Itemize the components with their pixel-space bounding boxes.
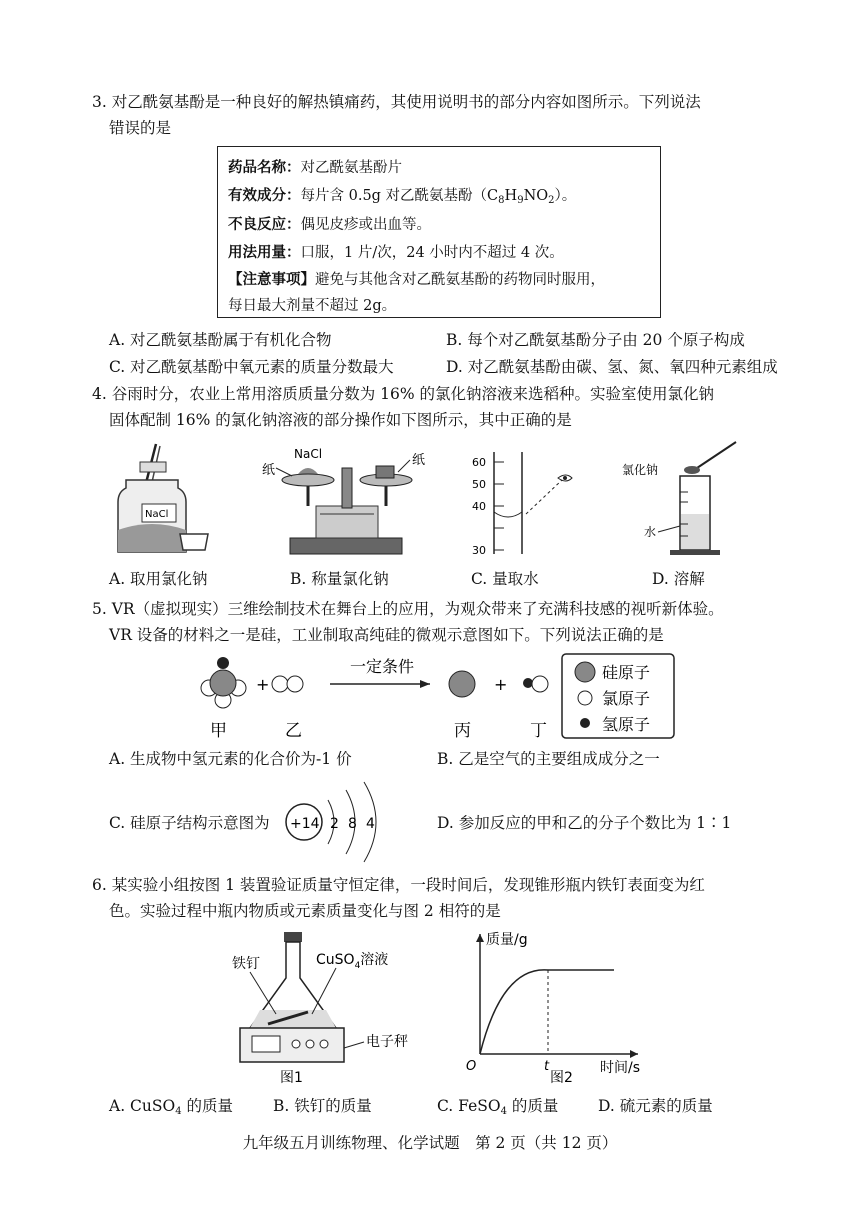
q3-option-c: C. 对乙酰氨基酚中氧元素的质量分数最大	[109, 358, 394, 376]
graph-xlabel: 时间/s	[600, 1060, 641, 1076]
q6-option-d: D. 硫元素的质量	[598, 1097, 713, 1115]
page-footer: 九年级五月训练物理、化学试题 第 2 页（共 12 页）	[242, 1134, 618, 1152]
shell-3: 4	[366, 816, 375, 832]
q5-stem-line1: 5. VR（虚拟现实）三维绘制技术在舞台上的应用，为观众带来了充满科技感的视听新体验。	[92, 600, 724, 618]
q5-option-a: A. 生成物中氢元素的化合价为-1 价	[109, 750, 352, 768]
label-row-ingredient: 有效成分：每片含 0.5g 对乙酰氨基酚$(C_8H_9NO_2)$。	[228, 188, 577, 206]
label-row-notice-2: 每日最大剂量不超过 2g。	[228, 298, 397, 314]
q6-option-b: B. 铁钉的质量	[273, 1097, 372, 1115]
nucleus-charge: +14	[290, 816, 320, 832]
label-row-name: 药品名称：对乙酰氨基酚片	[228, 160, 402, 176]
label-row-adverse: 不良反应：偶见皮疹或出血等。	[228, 217, 431, 233]
label-row-notice: 【注意事项】避免与其他含对乙酰氨基酚的药物同时服用，	[228, 272, 605, 288]
q4-stem-line1: 4. 谷雨时分，农业上常用溶质质量分数为 16% 的氯化钠溶液来选稻种。实验室使用氯化钠	[92, 385, 715, 403]
q3-option-a: A. 对乙酰氨基酚属于有机化合物	[109, 331, 332, 349]
q3-stem-line1: 3. 对乙酰氨基酚是一种良好的解热镇痛药，其使用说明书的部分内容如图所示。下列说法	[92, 93, 701, 111]
fig-dissolve-cylinder	[622, 436, 752, 558]
nacl-text: NaCl	[294, 447, 323, 461]
fig1-apparatus	[232, 928, 448, 1086]
fig-balance	[258, 440, 438, 558]
graph-origin: O	[466, 1059, 477, 1074]
legend-h: 氢原子	[602, 715, 651, 734]
tick-50: 50	[472, 478, 486, 491]
q6-option-a: A. CuSO$_4$ 的质量	[109, 1097, 234, 1117]
label-row-usage: 用法用量：口服，1 片/次，24 小时内不超过 4 次。	[228, 245, 564, 261]
scale-label: 电子秤	[366, 1034, 408, 1050]
medicine-label-box	[217, 146, 661, 318]
q3-stem-line2: 错误的是	[109, 119, 172, 137]
q5-option-d: D. 参加反应的甲和乙的分子个数比为 1∶1	[437, 814, 732, 832]
plus-1: +	[256, 675, 270, 694]
q6-stem-line1: 6. 某实验小组按图 1 装置验证质量守恒定律，一段时间后，发现锥形瓶内铁钉表面变为红	[92, 876, 705, 894]
q4-option-d: D. 溶解	[652, 570, 705, 588]
fig-cylinder-reading	[470, 448, 580, 556]
legend-cl: 氯原子	[602, 689, 651, 708]
label-yi: 乙	[285, 721, 302, 740]
q4-option-b: B. 称量氯化钠	[290, 570, 389, 588]
q5-option-b: B. 乙是空气的主要组成成分之一	[437, 750, 660, 768]
graph-ylabel: 质量/g	[486, 932, 528, 948]
shell-2: 8	[348, 816, 357, 832]
label-ding: 丁	[530, 721, 547, 740]
nail-label: 铁钉	[232, 956, 260, 972]
tick-40: 40	[472, 500, 486, 513]
condition-text: 一定条件	[350, 657, 415, 676]
q3-option-d: D. 对乙酰氨基酚由碳、氢、氮、氧四种元素组成	[446, 358, 778, 376]
label-bing: 丙	[454, 721, 471, 740]
bottle-label: NaCl	[145, 509, 169, 520]
q5-stem-line2: VR 设备的材料之一是硅，工业制取高纯硅的微观示意图如下。下列说法正确的是	[109, 626, 664, 644]
q4-option-a: A. 取用氯化钠	[109, 570, 208, 588]
graph-t: t	[544, 1059, 550, 1074]
reaction-diagram	[200, 650, 680, 740]
q6-stem-line2: 色。实验过程中瓶内物质或元素质量变化与图 2 相符的是	[109, 902, 501, 920]
fig2-caption: 图2	[550, 1070, 573, 1086]
silicon-atom-structure	[282, 780, 382, 864]
q4-stem-line2: 固体配制 16% 的氯化钠溶液的部分操作如下图所示，其中正确的是	[109, 411, 572, 429]
q6-option-c: C. FeSO$_4$ 的质量	[437, 1097, 559, 1117]
paper-right-text: 纸	[412, 453, 426, 468]
tick-30: 30	[472, 544, 486, 556]
plus-2: +	[494, 675, 508, 694]
fig1-caption: 图1	[280, 1070, 303, 1086]
tick-60: 60	[472, 456, 486, 469]
label-jia: 甲	[210, 721, 227, 740]
q3-option-b: B. 每个对乙酰氨基酚分子由 20 个原子构成	[446, 331, 745, 349]
salt-label: 氯化钠	[622, 463, 659, 477]
paper-left-text: 纸	[262, 463, 276, 478]
q5-option-c: C. 硅原子结构示意图为	[109, 814, 270, 832]
solution-label: CuSO$_4$溶液	[316, 952, 389, 971]
legend-si: 硅原子	[602, 663, 651, 682]
q4-option-c: C. 量取水	[471, 570, 539, 588]
fig2-graph	[462, 926, 644, 1086]
fig-take-nacl	[112, 440, 212, 558]
water-label: 水	[644, 525, 657, 539]
shell-1: 2	[330, 816, 339, 832]
